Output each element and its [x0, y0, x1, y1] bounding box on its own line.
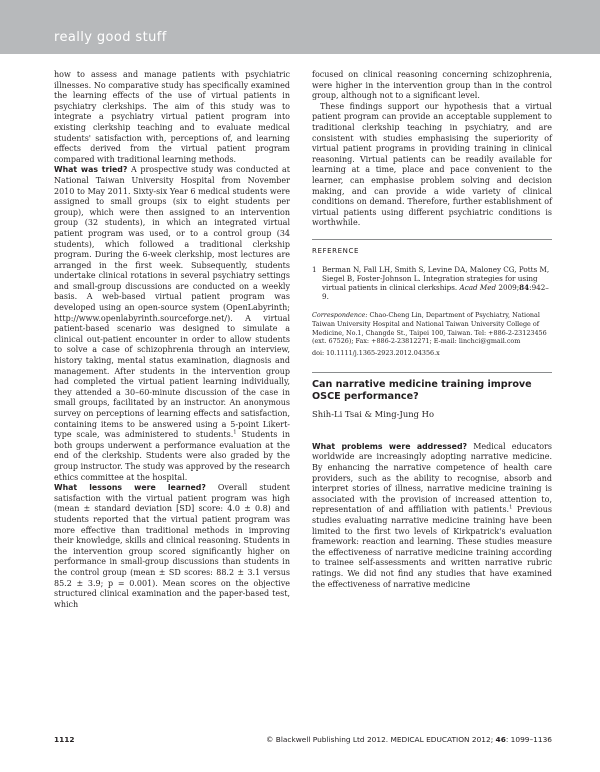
correspondence-text: Chao-Cheng Lin, Department of Psychiatry, National Taiwan University Hospital and National Taiwan University College of Medicine, No.1, Changde St., Taipei 100, Taiwan. Tel: +886-2-23123456 (ext. 67526); Fax: +886-2-23812271; E-mail: linchci@gmail.com [312, 311, 547, 346]
reference-text-block [322, 265, 552, 302]
what-was-tried-text: A prospective study was conducted at National Taiwan University Hospital from November 2010 to May 2011. Sixty-six Year 6 medical students were assigned to small groups (six to eight students per group), which were then assigned to an intervention group (32 students), in which an integrated virtual patient program was used, or to a control group (34 students), which followed a traditional clerkship program. During the 6-week clerkship, most lectures are arranged in the first week. Subsequently, students undertake clinical rotations in several psychiatry settings and small-group discussions are conducted on a weekly basis. A web-based virtual patient program was developed using an open-source system (OpenLabyrinth; http://www.openlabyrinth.sourceforge.net/). A virtual patient-based scenario was designed to simulate a clinical out-patient encounter in order to allow students to solve a case of schizophrenia through an interview, history taking, mental status examination, diagnosis and management. After students in the intervention group had completed the virtual patient learning individually, they attended a 30–60-minute discussion of the case in small groups, facilitated by an instructor. An anonymous survey on perceptions of learning effects and satisfaction, containing items to be answered using a 5-point Likert-type scale, was administered to students. [54, 165, 290, 440]
lessons-learned-heading: What lessons were learned? [54, 483, 206, 493]
left-column [54, 70, 290, 610]
page-footer [54, 735, 552, 749]
reference-divider [312, 239, 552, 240]
doi-line: doi: 10.1111/j.1365-2923.2012.04356.x [312, 348, 440, 357]
section-title: really good stuff [54, 30, 167, 45]
what-was-tried-heading: What was tried? [54, 165, 128, 175]
correspondence-block [312, 311, 552, 345]
problems-text: Medical educators worldwide are increasingly adopting narrative medicine. By enhancing the narrative competence of health care providers, such as the ability to recognise, absorb and interpret stories of illness, narrative medicine training is associated with the provision of increased attention to, representation of and affiliation with patients. [312, 441, 552, 515]
what-was-tried-paragraph [54, 165, 290, 483]
citation-superscript: 1 [509, 504, 513, 511]
lessons-learned-paragraph [54, 483, 290, 610]
reference-journal: Acad Med [459, 282, 497, 292]
journal-pages: : 1099–1136 [505, 735, 552, 744]
lessons-learned-text: Overall student satisfaction with the virtual patient program was high (mean ± standard deviation [SD] score: 4.0 ± 0.8) and students reported that the virtual patient program was more effective than traditional methods in improving their knowledge, skills and clinical reasoning. Students in the intervention group scored significantly higher on performance in small-group discussions than students in the control group (mean ± SD scores: 88.2 ± 3.1 versus 85.2 ± 3.9; p = 0.001). Mean scores on the objective structured clinical examination and the paper-based test, which [54, 483, 290, 609]
findings-paragraph: These findings support our hypothesis that a virtual patient program can provide an acceptable supplement to traditional clerkship teaching in psychiatry, and are consistent with studies emphasising the superiority of virtual patient programs in providing training in clinical reasoning. Virtual patients can be readily available for learning at a time, place and pace convenient to the learner, can emphasise problem solving and decision making, and can provide a wide variety of clinical conditions on demand. Therefore, further establishment of virtual patients using different psychiatric conditions is worthwhile. [312, 101, 552, 228]
article-divider [312, 372, 552, 373]
intro-paragraph: how to assess and manage patients with psychiatric illnesses. No comparative study has specifically examined the learning effects of the use of virtual patients in psychiatry clerkships. The aim of this study was to integrate a psychiatry virtual patient program into existing clerkship teaching and to evaluate medical students' satisfaction with, perceptions of, and learning effects derived from the virtual patient program compared with traditional learning methods. [54, 70, 290, 164]
reference-year: 2009; [498, 282, 520, 292]
reference-item [312, 265, 552, 302]
article-title: Can narrative medicine training improve OSCE performance? [312, 379, 532, 403]
article-authors: Shih-Li Tsai & Ming-Jung Ho [312, 409, 435, 420]
what-was-tried-text-2: Students in both groups underwent a performance evaluation at the end of the clerkship. Students were also graded by the group instructor. The study was approved by the research ethics committee at the hospital. [54, 430, 291, 482]
journal-volume: 46 [495, 735, 506, 744]
problems-paragraph [312, 442, 552, 590]
problems-heading: What problems were addressed? [312, 441, 468, 451]
copyright-line [266, 735, 552, 744]
page-number: 1112 [54, 735, 75, 744]
reference-text: Berman N, Fall LH, Smith S, Levine DA, Maloney CG, Potts M, Siegel B, Foster-Johnson L. Integration strategies for using virtual patients in clinical clerkships. [322, 264, 550, 292]
reference-pages: :942–9. [322, 282, 549, 302]
continuation-paragraph: focused on clinical reasoning concerning schizophrenia, were higher in the intervention group than in the control group, although not to a significant level. [312, 70, 552, 101]
citation-superscript: 1 [233, 429, 237, 436]
reference-heading: REFERENCE [312, 246, 359, 255]
right-column [312, 70, 552, 590]
reference-number: 1 [312, 264, 317, 274]
section-banner [0, 0, 600, 54]
reference-volume: 84 [519, 282, 530, 292]
copyright-text: © Blackwell Publishing Ltd 2012. MEDICAL EDUCATION 2012; [266, 735, 494, 744]
correspondence-label: Correspondence: [312, 311, 368, 320]
problems-text-2: Previous studies evaluating narrative medicine training have been limited to the first two levels of Kirkpatrick's evaluation framework: reaction and learning. These studies measure the effectiveness of narrative medicine training according to trainee self-assessments and written narrative rubric ratings. We did not find any studies that have examined the effectiveness of narrative medicine [312, 505, 552, 589]
